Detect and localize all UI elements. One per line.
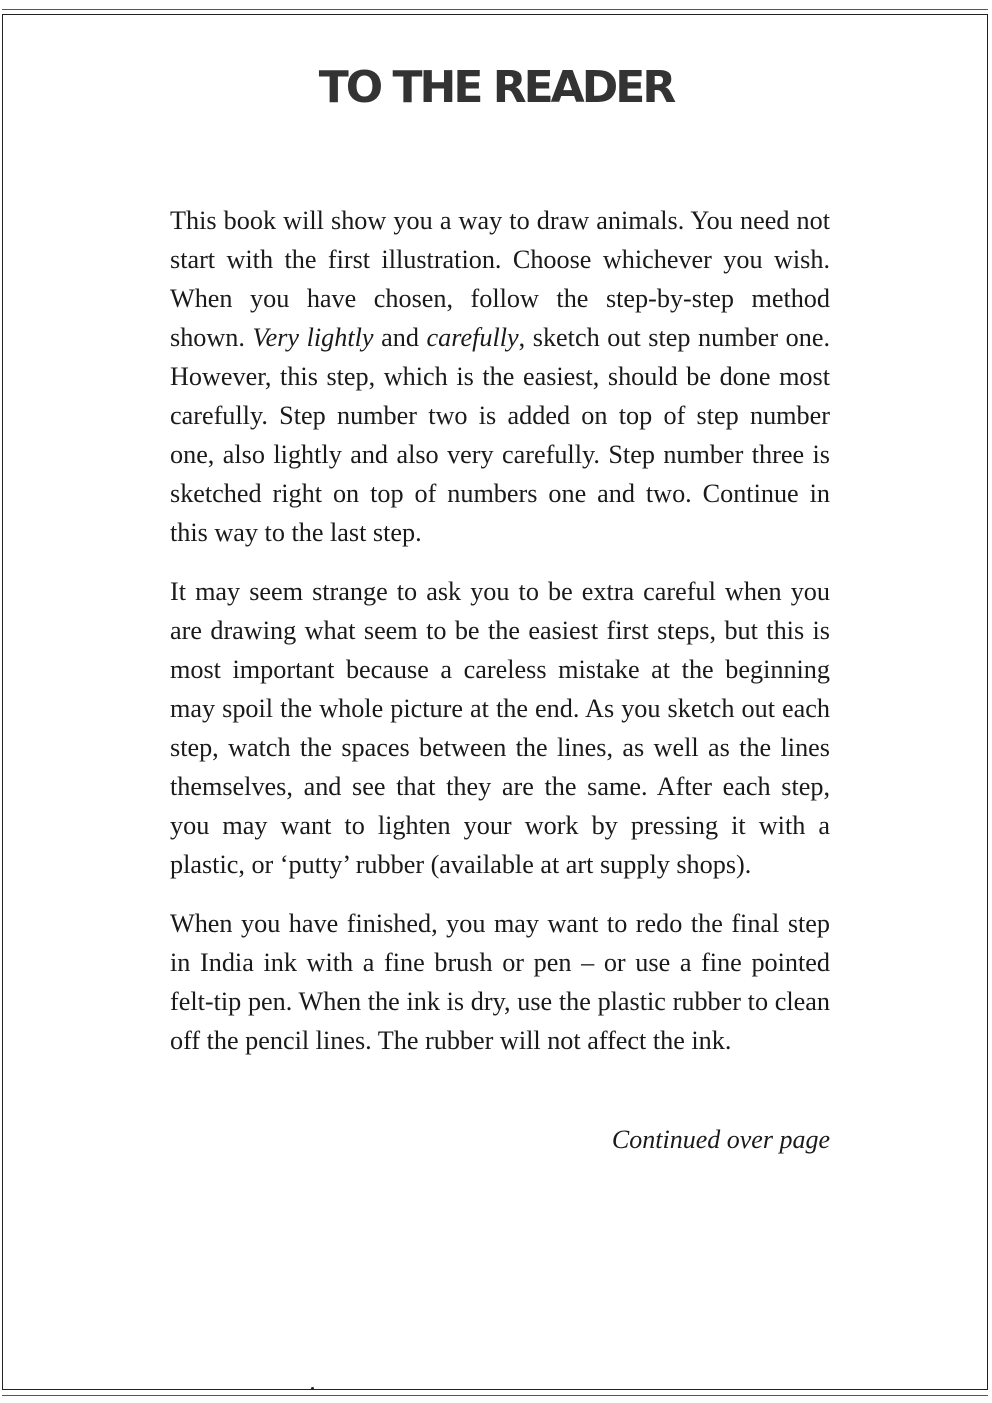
paragraph-2: It may seem strange to ask you to be extra careful when you are drawing what seem to be the easiest first steps, but this is most important because a careless mistake at the beginning may spoil the whole picture at the end. As you sketch out each step, watch the spaces between the lines, as well as the lines themselves, and see that they are the same. After each step, you may want to lighten your work by pressing it with a plastic, or ‘putty’ rubber (available at art supply shops). [170, 577, 830, 879]
paragraph-3: When you have finished, you may want to redo the final step in India ink with a fine brush or pen – or use a fine pointed felt-tip pen. When the ink is dry, use the plastic rubber to clean off the pencil lines. The rubber will not affect the ink. [170, 909, 830, 1055]
top-rule [2, 9, 988, 10]
ink-speck [311, 1387, 314, 1390]
body-text [170, 201, 830, 1080]
emphasis-very-lightly: Very lightly [252, 323, 374, 352]
emphasis-carefully: carefully [426, 323, 519, 352]
page-title: TO THE READER [318, 62, 674, 113]
paragraph-1: This book will show you a way to draw animals. You need not start with the first illustration. Choose whichever you wish. When you have chosen, follow the step-by-step method shown. Very lightly and carefully, sketch out step number one. However, this step, which is the easiest, should be done most carefully. Step number two is added on top of step number one, also lightly and also very carefully. Step number three is sketched right on top of numbers one and two. Continue in this way to the last step. [170, 206, 830, 547]
continued-note: Continued over page [611, 1125, 830, 1154]
bottom-rule [2, 1395, 988, 1396]
